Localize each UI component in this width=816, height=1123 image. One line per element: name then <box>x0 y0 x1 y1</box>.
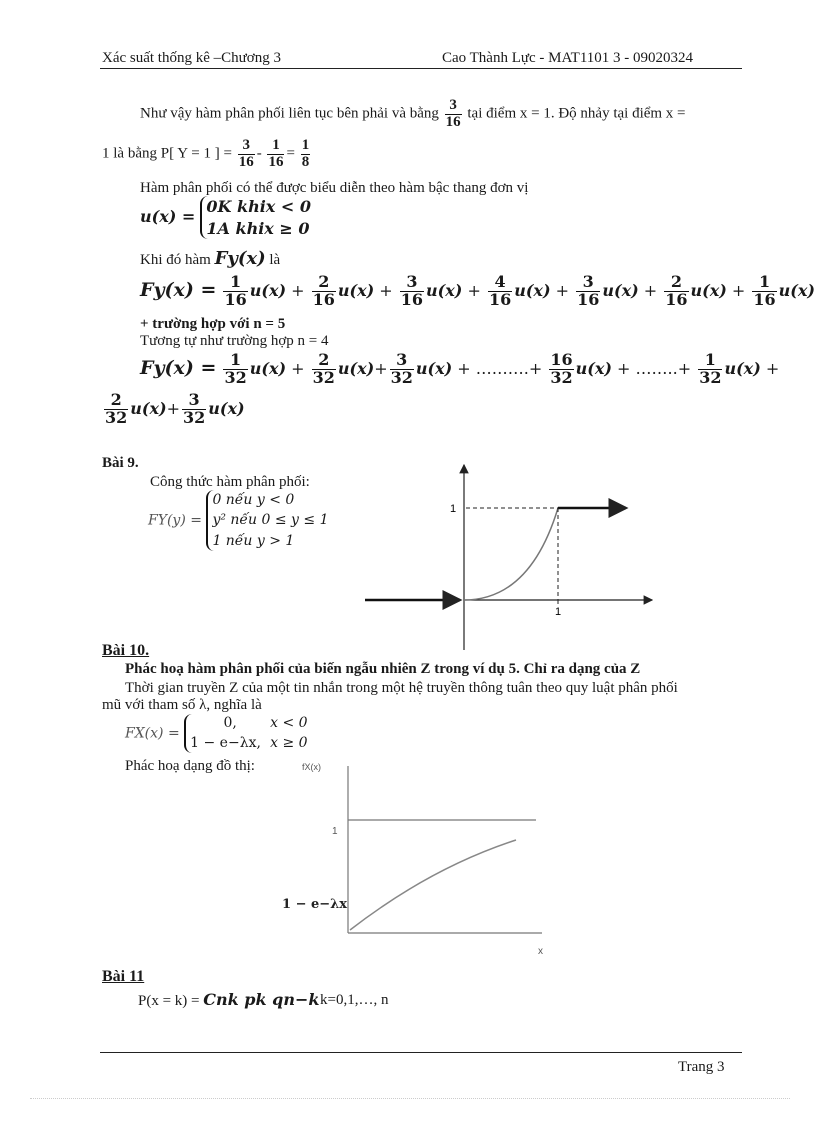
bai9-intro: Công thức hàm phân phối: <box>150 474 310 490</box>
similar-case: Tương tự như trường hợp n = 4 <box>140 333 329 349</box>
paragraph-step-function: Hàm phân phối có thể được biểu diễn theo hàm bậc thang đơn vị <box>140 180 529 196</box>
bai10-title: Bài 10. <box>102 642 150 659</box>
equation-fy-n5: Fy(x) = $\frac{1}{32}$ u(x) + $\frac{2}{32}$ u(x)+ $\frac{3}{32}$ u(x) + ……….+ $\frac{16}{32}$ u(x) + ……..+ $\frac{1}{32}$ u(x) + <box>140 350 780 387</box>
page-edge <box>30 1098 790 1099</box>
bai10-body2: mũ với tham số λ, nghĩa là <box>102 697 262 713</box>
fraction-3-16: $\frac{3}{16}$ <box>445 97 461 130</box>
exp-curve <box>350 840 516 930</box>
header-right: Cao Thành Lực - MAT1101 3 - 09020324 <box>442 50 694 66</box>
bai10-heading: Phác hoạ hàm phân phối của biến ngẫu nhiên Z trong ví dụ 5. Chỉ ra dạng của Z <box>125 661 641 677</box>
case-n5: + trường hợp với n = 5 <box>140 316 286 332</box>
bai10-sketch-label: Phác hoạ dạng đồ thị: <box>125 758 255 774</box>
x-label-1: 1 <box>555 606 562 618</box>
bai10-formula: FX(x) = 0, x < 0 1 − e−λx, x ≥ 0 <box>125 714 308 753</box>
bai11-title: Bài 11 <box>102 968 145 985</box>
fraction: $\frac{1}{16}$ <box>268 137 284 170</box>
bai11-range: k=0,1,…, n <box>320 992 389 1008</box>
parabola-curve <box>464 508 558 600</box>
page-number: Trang 3 <box>678 1059 725 1075</box>
fraction: $\frac{3}{16}$ <box>238 137 254 170</box>
graph-label-1: 1 <box>332 826 338 837</box>
curve-label: 1 − e−λx <box>282 897 348 912</box>
bai10-cdf-graph <box>280 758 560 958</box>
step-function-formula: u(x) = 0K khix < 0 1A khix ≥ 0 <box>140 197 312 238</box>
paragraph-jump: 1 là bằng P[ Y = 1 ] = $\frac{3}{16}$ - $\frac{1}{16}$ = $\frac{1}{8}$ <box>102 137 310 170</box>
header-rule <box>100 68 742 69</box>
paragraph-continuity: Như vậy hàm phân phối liên tục bên phải và bằng $\frac{3}{16}$ tại điểm x = 1. Độ nhảy tại điểm x = <box>140 97 686 130</box>
bai9-formula: FY(y) = 0 nếu y < 0 y² nếu 0 ≤ y ≤ 1 1 nếu y > 1 <box>148 490 329 551</box>
bai9-cdf-graph <box>360 460 660 655</box>
header-left: Xác suất thống kê –Chương 3 <box>102 50 281 66</box>
paragraph-fy: Khi đó hàm Fy(x) là <box>140 248 281 269</box>
fraction: $\frac{1}{8}$ <box>301 137 310 170</box>
equation-fy-n5-cont: $\frac{2}{32}$ u(x)+ $\frac{3}{32}$ u(x) <box>105 390 245 427</box>
footer-rule <box>100 1052 742 1053</box>
bai9-title: Bài 9. <box>102 455 139 471</box>
equation-fy-n4: Fy(x) = $\frac{1}{16}$ u(x) + $\frac{2}{16}$ u(x) + $\frac{3}{16}$ u(x) + $\frac{4}{16}$ u(x) + $\frac{3}{16}$ u(x) + $\frac{2}{16}$ u(x) + $\frac{1}{16}$ u(x) <box>140 272 815 309</box>
bai10-body1: Thời gian truyền Z của một tin nhắn trong một hệ truyền thông tuân theo quy luật phân phối <box>125 680 678 696</box>
x-label: x <box>538 946 543 957</box>
bai11-formula: P(x = k) = Cnk pk qn−k <box>138 990 320 1009</box>
y-label-1: 1 <box>450 503 457 515</box>
graph-title: fX(x) <box>302 762 321 772</box>
